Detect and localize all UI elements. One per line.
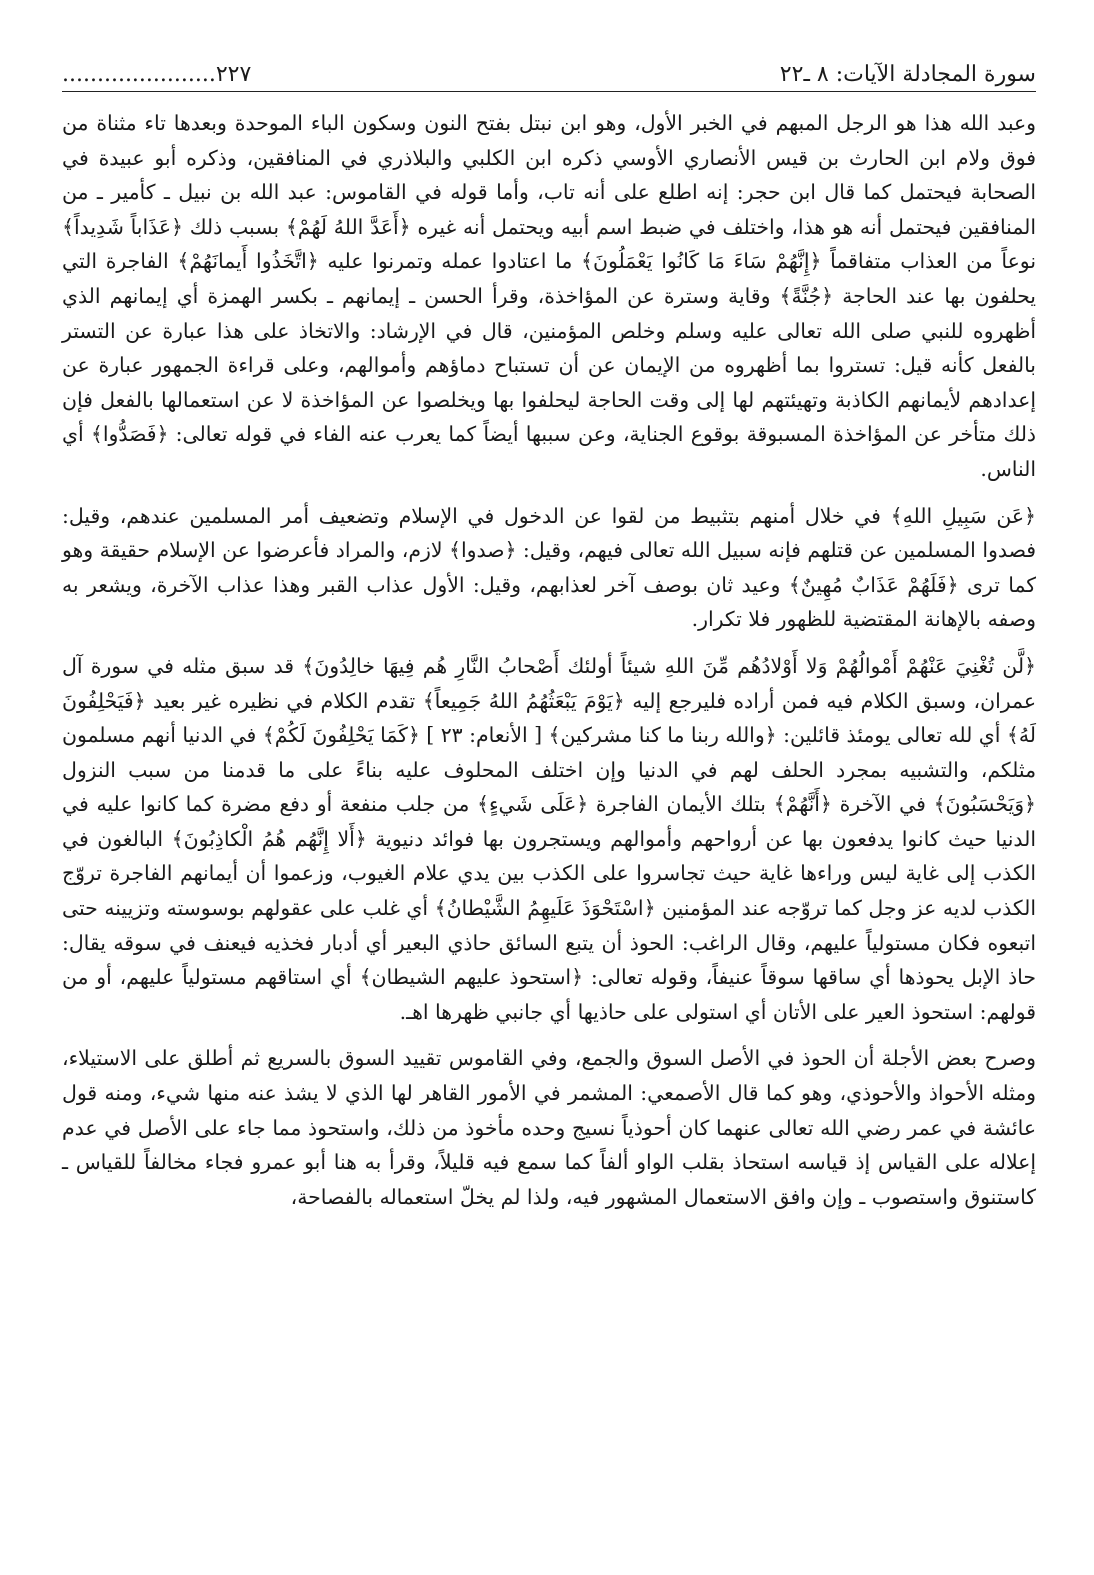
running-header (62, 62, 1036, 92)
paragraph: وصرح بعض الأجلة أن الحوذ في الأصل السوق والجمع، وفي القاموس تقييد السوق بالسريع ثم أطلق على الاستيلاء، ومثله الأحواذ والأحوذي، وهو كما قال الأصمعي: المشمر في الأمور القاهر لها الذي لا يشذ عنه منها شيء، ومنه قول عائشة في عمر رضي الله تعالى عنهما كان أحوذياً نسيج وحده مأخوذ من ذلك، واستحوذ مما جاء على الأصل في عدم إعلاله على القياس إذ قياسه استحاذ بقلب الواو ألفاً كما سمع فيه قليلاً، وقرأ به هنا أبو عمرو فجاء مخالفاً للقياس ـ كاستنوق واستصوب ـ وإن وافق الاستعمال المشهور فيه، ولذا لم يخلّ استعماله بالفصاحة، (62, 1046, 1036, 1209)
paragraph: ﴿عَن سَبِيلِ اللهِ﴾ في خلال أمنهم بتثبيط من لقوا عن الدخول في الإسلام وتضعيف أمر المسلمين عندهم، وقيل: فصدوا المسلمين عن قتلهم فإنه سبيل الله تعالى فيهم، وقيل: ﴿صدوا﴾ لازم، والمراد فأعرضوا عن الإسلام حقيقة وهو كما ترى ﴿فَلَهُمْ عَذَابٌ مُهِينٌ﴾ وعيد ثان بوصف آخر لعذابهم، وقيل: الأول عذاب القبر وهذا عذاب الآخرة، ويشعر به وصفه بالإهانة المقتضية للظهور فلا تكرار. (62, 503, 1036, 632)
surah-title: سورة المجادلة الآيات: ٨ ـ٢٢ (779, 62, 1036, 87)
page-number: ٢٢٧...................... (62, 62, 252, 87)
paragraph: ﴿لَّن تُغْنِيَ عَنْهُمْ أَمْوالُهُمْ وَلا أَوْلادُهُم مِّنَ اللهِ شيئاً أولئك أَصْحابُ النَّارِ هُم فِيهَا خالِدُونَ﴾ قد سبق مثله في سورة آل عمران، وسبق الكلام فيه فمن أراده فليرجع إليه ﴿يَوْمَ يَبْعَثُهُمُ اللهُ جَمِيعاً﴾ تقدم الكلام في نظيره غير بعيد ﴿فَيَحْلِفُونَ لَهُ﴾ أي لله تعالى يومئذ قائلين: ﴿والله ربنا ما كنا مشركين﴾ [ الأنعام: ٢٣ ] ﴿كَمَا يَحْلِفُونَ لَكُمْ﴾ في الدنيا أنهم مسلمون مثلكم، والتشبيه بمجرد الحلف لهم في الدنيا وإن اختلف المحلوف عليه بناءً على ما قدمنا من سبب النزول ﴿وَيَحْسَبُونَ﴾ في الآخرة ﴿أَنَّهُمْ﴾ بتلك الأيمان الفاجرة ﴿عَلَى شَيءٍ﴾ من جلب منفعة أو دفع مضرة كما كانوا عليه في الدنيا حيث كانوا يدفعون بها عن أرواحهم وأموالهم ويستجرون بها فوائد دنيوية ﴿أَلا إِنَّهُم هُمُ الْكاذِبُونَ﴾ البالغون في الكذب إلى غاية ليس وراءها غاية حيث تجاسروا على الكذب بين يدي علام الغيوب، وزعموا أن أيمانهم الفاجرة تروّج الكذب لديه عز وجل كما تروّجه عند المؤمنين ﴿اسْتَحْوَذَ عَلَيهِمُ الشَّيْطانُ﴾ أي غلب على عقولهم بوسوسته وتزيينه حتى اتبعوه فكان مستولياً عليهم، وقال الراغب: الحوذ أن يتبع السائق حاذي البعير أي أدبار فخذيه فيعنف في سوقه يقال: حاذ الإبل يحوذها أي ساقها سوقاً عنيفاً، وقوله تعالى: ﴿استحوذ عليهم الشيطان﴾ أي استاقهم مستولياً عليهم، أو من قولهم: استحوذ العير على الأتان أي استولى على حاذيها أي جانبي ظهرها اهـ. (62, 653, 1036, 1024)
paragraph: وعبد الله هذا هو الرجل المبهم في الخبر الأول، وهو ابن نبتل بفتح النون وسكون الباء الموحدة وبعدها تاء مثناة من فوق ولام ابن الحارث بن قيس الأنصاري الأوسي ذكره ابن الكلبي والبلاذري في المنافقين، وذكره أبو عبيدة في الصحابة فيحتمل كما قال ابن حجر: إنه اطلع على أنه تاب، وأما قوله في القاموس: عبد الله بن نبيل ـ كأمير ـ من المنافقين فيحتمل أنه هو هذا، واختلف في ضبط اسم أبيه ويحتمل أنه غيره ﴿أَعَدَّ اللهُ لَهُمْ﴾ بسبب ذلك ﴿عَذَاباً شَدِيداً﴾ نوعاً من العذاب متفاقماً ﴿إِنَّهُمْ سَاءَ مَا كَانُوا يَعْمَلُونَ﴾ ما اعتادوا عمله وتمرنوا عليه ﴿اتَّخَذُوا أَيمانَهُمْ﴾ الفاجرة التي يحلفون بها عند الحاجة ﴿جُنَّةً﴾ وقاية وسترة عن المؤاخذة، وقرأ الحسن ـ إيمانهم ـ بكسر الهمزة أي إيمانهم الذي أظهروه للنبي صلى الله تعالى عليه وسلم وخلص المؤمنين، قال في الإرشاد: والاتخاذ على هذا عبارة عن التستر بالفعل كأنه قيل: تستروا بما أظهروه من الإيمان عن أن تستباح دماؤهم وأموالهم، وعلى قراءة الجمهور عبارة عن إعدادهم لأيمانهم الكاذبة وتهيئتهم لها إلى وقت الحاجة ليحلفوا بها ويخلصوا عن المؤاخذة لا عن استعمالها بالفعل فإن ذلك متأخر عن المؤاخذة المسبوقة بوقوع الجناية، وعن سببها أيضاً كما يعرب عنه الفاء في قوله تعالى: ﴿فَصَدُّوا﴾ أي الناس. (62, 111, 1036, 481)
page (62, 62, 1036, 1226)
